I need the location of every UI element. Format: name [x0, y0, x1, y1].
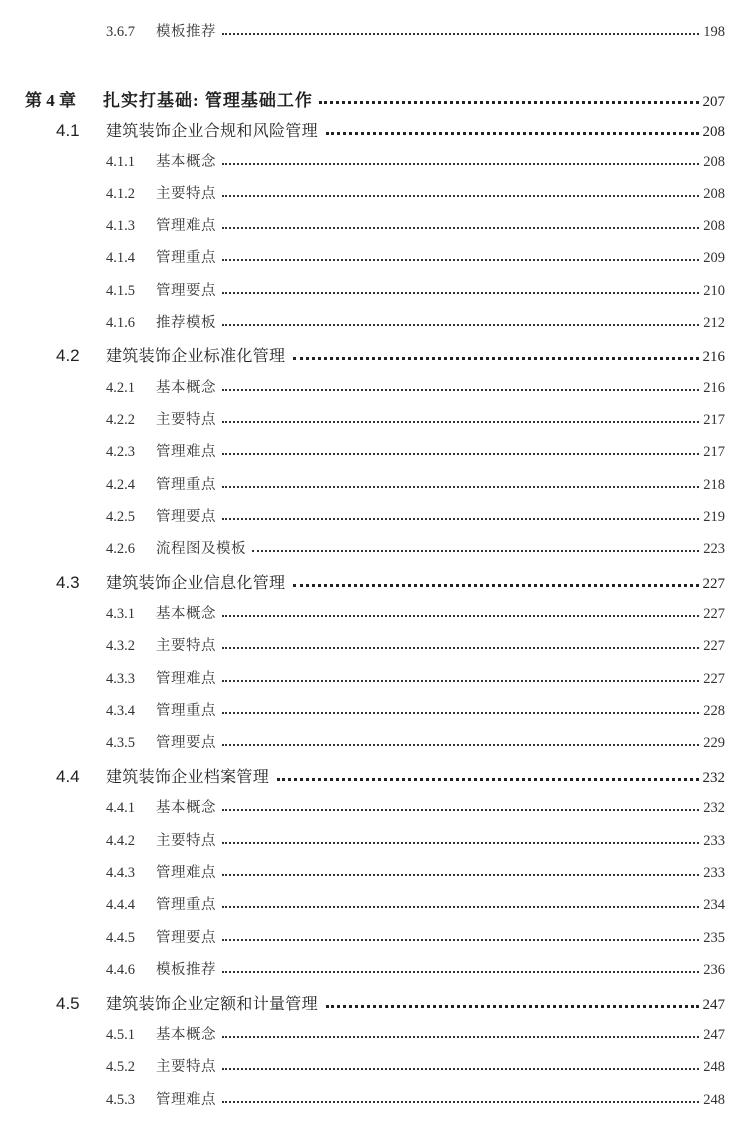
entry-title: 主要特点: [156, 638, 216, 654]
entry-title: 基本概念: [156, 800, 216, 816]
toc-entry-4-1-6[interactable]: [106, 311, 725, 332]
dot-leader: [319, 101, 699, 104]
dot-leader: [222, 1068, 699, 1070]
entry-page: 227: [703, 671, 725, 687]
entry-number: 4.5.1: [106, 1027, 135, 1043]
entry-number: 4.2.4: [106, 477, 135, 493]
toc-entry-4-4-2[interactable]: [106, 829, 725, 850]
entry-title: 管理要点: [156, 283, 216, 299]
entry-title: 管理要点: [156, 509, 216, 525]
entry-number: 4.4.4: [106, 897, 135, 913]
entry-page: 210: [703, 283, 725, 299]
entry-page: 209: [703, 250, 725, 266]
dot-leader: [222, 647, 699, 649]
entry-number: 4.4.3: [106, 865, 135, 881]
dot-leader: [222, 1101, 699, 1103]
dot-leader: [252, 550, 699, 552]
toc-entry-4-4-3[interactable]: [106, 861, 725, 882]
entry-number: 4.1.1: [106, 154, 135, 170]
section-number: 4.2: [56, 346, 80, 365]
entry-title: 管理重点: [156, 897, 216, 913]
section-number: 4.5: [56, 994, 80, 1013]
entry-page: 228: [703, 703, 725, 719]
chapter-title: 扎实打基础: 管理基础工作: [103, 91, 313, 110]
dot-leader: [222, 809, 699, 811]
section-number: 4.1: [56, 121, 80, 140]
toc-entry-4-1-2[interactable]: [106, 182, 725, 203]
entry-page: 198: [703, 24, 725, 40]
entry-number: 4.3.1: [106, 606, 135, 622]
dot-leader: [222, 939, 699, 941]
dot-leader: [222, 259, 699, 261]
entry-number: 3.6.7: [106, 24, 135, 40]
entry-number: 4.3.4: [106, 703, 135, 719]
chapter-page: 207: [702, 94, 725, 110]
entry-title: 管理重点: [156, 250, 216, 266]
toc-section-4-4[interactable]: [56, 764, 725, 787]
toc-section-4-2[interactable]: [56, 343, 725, 366]
entry-title: 管理难点: [156, 218, 216, 234]
section-page: 232: [702, 770, 725, 786]
toc-entry-4-4-6[interactable]: [106, 958, 725, 979]
toc-chapter-4[interactable]: [25, 86, 725, 111]
entry-title: 基本概念: [156, 380, 216, 396]
toc-section-4-1[interactable]: [56, 118, 725, 141]
entry-number: 4.5.2: [106, 1059, 135, 1075]
toc-entry-4-2-3[interactable]: [106, 440, 725, 461]
entry-page: 227: [703, 606, 725, 622]
entry-page: 208: [703, 218, 725, 234]
toc-entry-4-4-5[interactable]: [106, 926, 725, 947]
dot-leader: [277, 778, 698, 781]
entry-number: 4.4.1: [106, 800, 135, 816]
dot-leader: [222, 744, 699, 746]
entry-page: 233: [703, 865, 725, 881]
toc-entry-4-2-2[interactable]: [106, 408, 725, 429]
entry-number: 4.2.2: [106, 412, 135, 428]
entry-page: 217: [703, 412, 725, 428]
entry-page: 212: [703, 315, 725, 331]
entry-page: 208: [703, 186, 725, 202]
entry-title: 主要特点: [156, 412, 216, 428]
toc-entry-4-2-6[interactable]: [106, 537, 725, 558]
entry-number: 4.4.5: [106, 930, 135, 946]
toc-entry-4-5-3[interactable]: [106, 1088, 725, 1109]
toc-entry-4-2-1[interactable]: [106, 376, 725, 397]
entry-page: 216: [703, 380, 725, 396]
entry-page: 235: [703, 930, 725, 946]
entry-number: 4.1.4: [106, 250, 135, 266]
dot-leader: [293, 584, 698, 587]
toc-entry-4-3-3[interactable]: [106, 667, 725, 688]
entry-title: 管理难点: [156, 671, 216, 687]
section-title: 建筑装饰企业合规和风险管理: [106, 123, 318, 140]
dot-leader: [222, 324, 699, 326]
entry-number: 4.3.2: [106, 638, 135, 654]
entry-number: 4.2.5: [106, 509, 135, 525]
entry-number: 4.2.1: [106, 380, 135, 396]
dot-leader: [222, 1036, 699, 1038]
entry-title: 流程图及模板: [156, 541, 246, 557]
toc-entry-4-1-4[interactable]: [106, 246, 725, 267]
entry-title: 管理重点: [156, 703, 216, 719]
entry-page: 248: [703, 1059, 725, 1075]
entry-number: 4.2.3: [106, 444, 135, 460]
dot-leader: [222, 486, 699, 488]
dot-leader: [222, 712, 699, 714]
entry-number: 4.4.6: [106, 962, 135, 978]
toc-entry-4-1-5[interactable]: [106, 279, 725, 300]
entry-title: 管理重点: [156, 477, 216, 493]
entry-title: 管理难点: [156, 444, 216, 460]
entry-title: 管理难点: [156, 865, 216, 881]
entry-page: 233: [703, 833, 725, 849]
entry-title: 管理难点: [156, 1092, 216, 1108]
entry-title: 推荐模板: [156, 315, 216, 331]
entry-page: 234: [703, 897, 725, 913]
entry-page: 219: [703, 509, 725, 525]
entry-page: 236: [703, 962, 725, 978]
entry-page: 223: [703, 541, 725, 557]
entry-title: 主要特点: [156, 833, 216, 849]
section-page: 208: [702, 124, 725, 140]
dot-leader: [222, 292, 699, 294]
toc-entry-4-1-3[interactable]: [106, 214, 725, 235]
entry-page: 232: [703, 800, 725, 816]
entry-number: 4.1.6: [106, 315, 135, 331]
section-title: 建筑装饰企业标准化管理: [106, 348, 286, 365]
entry-title: 模板推荐: [156, 24, 216, 40]
toc-entry-4-3-1[interactable]: [106, 602, 725, 623]
dot-leader: [222, 615, 699, 617]
section-page: 227: [702, 576, 725, 592]
entry-page: 227: [703, 638, 725, 654]
entry-number: 4.2.6: [106, 541, 135, 557]
entry-number: 4.1.3: [106, 218, 135, 234]
dot-leader: [326, 132, 699, 135]
entry-page: 247: [703, 1027, 725, 1043]
toc-entry-4-4-1[interactable]: [106, 796, 725, 817]
dot-leader: [222, 389, 699, 391]
dot-leader: [222, 680, 699, 682]
chapter-number: 第 4 章: [25, 91, 76, 110]
dot-leader: [293, 357, 698, 360]
entry-number: 4.4.2: [106, 833, 135, 849]
dot-leader: [222, 971, 699, 973]
entry-page: 229: [703, 735, 725, 751]
entry-page: 248: [703, 1092, 725, 1108]
dot-leader: [222, 906, 699, 908]
entry-title: 主要特点: [156, 186, 216, 202]
entry-number: 4.3.3: [106, 671, 135, 687]
dot-leader: [222, 874, 699, 876]
toc-entry-4-5-1[interactable]: [106, 1023, 725, 1044]
toc-entry-4-1-1[interactable]: [106, 150, 725, 171]
entry-title: 管理要点: [156, 735, 216, 751]
dot-leader: [326, 1005, 699, 1008]
entry-title: 基本概念: [156, 606, 216, 622]
toc-entry-4-5-2[interactable]: [106, 1055, 725, 1076]
section-number: 4.3: [56, 573, 80, 592]
toc-entry-4-2-5[interactable]: [106, 505, 725, 526]
dot-leader: [222, 195, 699, 197]
entry-number: 4.3.5: [106, 735, 135, 751]
dot-leader: [222, 421, 699, 423]
section-page: 216: [702, 349, 725, 365]
toc-section-4-3[interactable]: [56, 570, 725, 593]
dot-leader: [222, 518, 699, 520]
dot-leader: [222, 842, 699, 844]
entry-page: 217: [703, 444, 725, 460]
entry-title: 管理要点: [156, 930, 216, 946]
entry-page: 208: [703, 154, 725, 170]
entry-title: 主要特点: [156, 1059, 216, 1075]
section-page: 247: [702, 997, 725, 1013]
toc-entry-4-3-2[interactable]: [106, 634, 725, 655]
toc-entry-4-3-5[interactable]: [106, 731, 725, 752]
entry-number: 4.1.5: [106, 283, 135, 299]
section-title: 建筑装饰企业档案管理: [106, 769, 270, 786]
entry-title: 基本概念: [156, 1027, 216, 1043]
entry-title: 基本概念: [156, 154, 216, 170]
toc-entry-4-3-4[interactable]: [106, 699, 725, 720]
dot-leader: [222, 163, 699, 165]
entry-number: 4.5.3: [106, 1092, 135, 1108]
dot-leader: [222, 33, 699, 35]
toc-entry-3-6-7[interactable]: [106, 20, 725, 41]
toc-entry-4-2-4[interactable]: [106, 473, 725, 494]
section-number: 4.4: [56, 767, 80, 786]
toc-section-4-5[interactable]: [56, 991, 725, 1014]
dot-leader: [222, 227, 699, 229]
entry-number: 4.1.2: [106, 186, 135, 202]
section-title: 建筑装饰企业定额和计量管理: [106, 996, 318, 1013]
toc-entry-4-4-4[interactable]: [106, 893, 725, 914]
entry-title: 模板推荐: [156, 962, 216, 978]
dot-leader: [222, 453, 699, 455]
section-title: 建筑装饰企业信息化管理: [106, 575, 286, 592]
entry-page: 218: [703, 477, 725, 493]
